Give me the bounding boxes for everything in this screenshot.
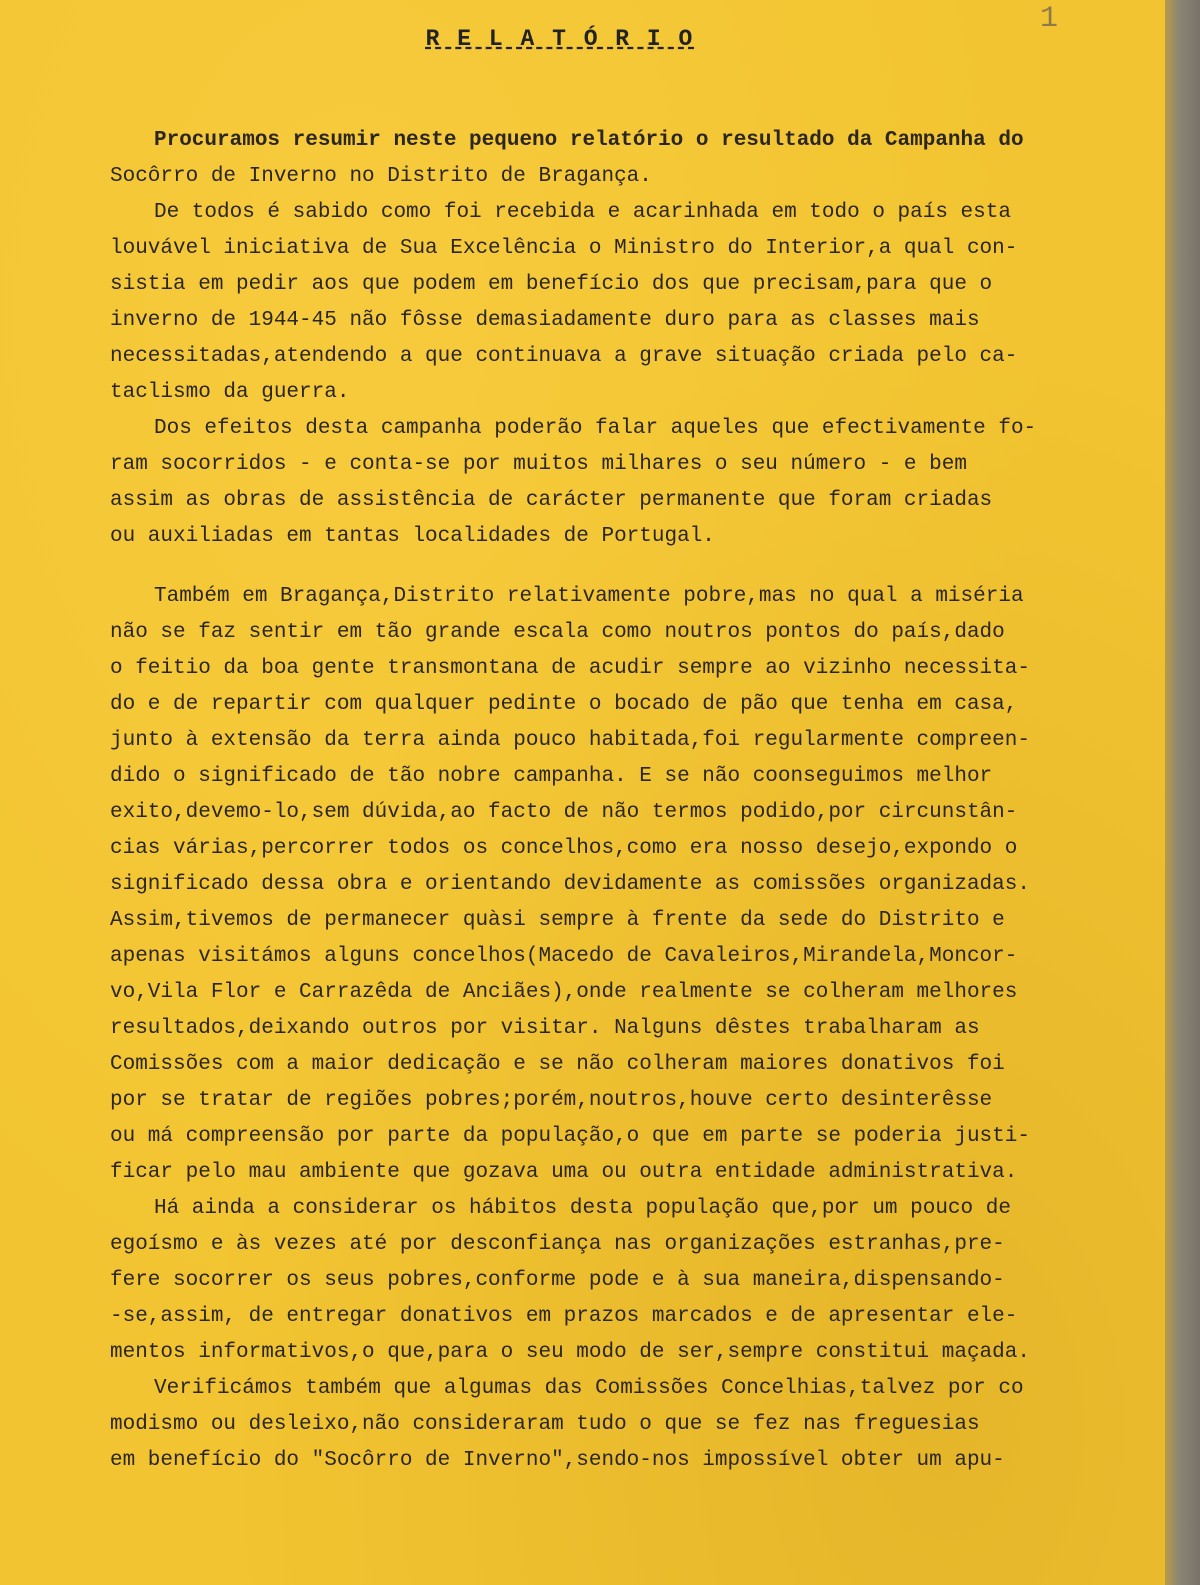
page-edge-shadow (1165, 0, 1200, 1585)
text-line: assim as obras de assistência de carácter permanente que foram criadas (110, 489, 993, 512)
document-title: R E L A T Ó R I O (425, 26, 695, 52)
text-line: De todos é sabido como foi recebida e acarinhada em todo o país esta (154, 201, 1011, 224)
document-body (110, 123, 1180, 1479)
text-line: louvável iniciativa de Sua Excelência o Ministro do Interior,a qual con- (110, 237, 1018, 260)
text-line: junto à extensão da terra ainda pouco habitada,foi regularmente compreen- (110, 729, 1030, 752)
text-line: inverno de 1944-45 não fôsse demasiadamente duro para as classes mais (110, 309, 980, 332)
text-line: vo,Vila Flor e Carrazêda de Anciães),onde realmente se colheram melhores (110, 981, 1018, 1004)
text-line: exito,devemo-lo,sem dúvida,ao facto de não termos podido,por circunstân- (110, 801, 1018, 824)
text-line: Também em Bragança,Distrito relativamente pobre,mas no qual a miséria (154, 585, 1024, 608)
page-number-mark: 1 (1040, 2, 1059, 36)
text-line: modismo ou desleixo,não consideraram tudo o que se fez nas freguesias (110, 1413, 980, 1436)
text-line: ou auxiliadas em tantas localidades de Portugal. (110, 525, 715, 548)
text-line: Assim,tivemos de permanecer quàsi sempre à frente da sede do Distrito e (110, 909, 1005, 932)
text-line: significado dessa obra e orientando devidamente as comissões organizadas. (110, 873, 1030, 896)
text-line: Procuramos resumir neste pequeno relatório o resultado da Campanha do (154, 129, 1024, 152)
text-line: Socôrro de Inverno no Distrito de Bragança. (110, 165, 652, 188)
text-line: taclismo da guerra. (110, 381, 350, 404)
text-line: -se,assim, de entregar donativos em prazos marcados e de apresentar ele- (110, 1305, 1018, 1328)
text-line: fere socorrer os seus pobres,conforme pode e à sua maneira,dispensando- (110, 1269, 1005, 1292)
text-line: ficar pelo mau ambiente que gozava uma ou outra entidade administrativa. (110, 1161, 1018, 1184)
text-line: resultados,deixando outros por visitar. Nalguns dêstes trabalharam as (110, 1017, 980, 1040)
text-line: não se faz sentir em tão grande escala como noutros pontos do país,dado (110, 621, 1005, 644)
text-line: do e de repartir com qualquer pedinte o bocado de pão que tenha em casa, (110, 693, 1018, 716)
text-line: dido o significado de tão nobre campanha. E se não coonseguimos melhor (110, 765, 993, 788)
paragraph-gap (110, 555, 1180, 579)
text-line: por se tratar de regiões pobres;porém,noutros,houve certo desinterêsse (110, 1089, 993, 1112)
text-line: necessitadas,atendendo a que continuava a grave situação criada pelo ca- (110, 345, 1018, 368)
text-line: cias várias,percorrer todos os concelhos,como era nosso desejo,expondo o (110, 837, 1018, 860)
text-line: apenas visitámos alguns concelhos(Macedo de Cavaleiros,Mirandela,Moncor- (110, 945, 1018, 968)
text-line: em benefício do "Socôrro de Inverno",sendo-nos impossível obter um apu- (110, 1449, 1005, 1472)
text-line: Dos efeitos desta campanha poderão falar aqueles que efectivamente fo- (154, 417, 1037, 440)
text-line: egoísmo e às vezes até por desconfiança nas organizações estranhas,pre- (110, 1233, 1005, 1256)
text-line: Comissões com a maior dedicação e se não colheram maiores donativos foi (110, 1053, 1005, 1076)
text-line: o feitio da boa gente transmontana de acudir sempre ao vizinho necessita- (110, 657, 1030, 680)
text-line: mentos informativos,o que,para o seu modo de ser,sempre constitui maçada. (110, 1341, 1030, 1364)
text-line: Há ainda a considerar os hábitos desta população que,por um pouco de (154, 1197, 1011, 1220)
text-line: ram socorridos - e conta-se por muitos milhares o seu número - e bem (110, 453, 967, 476)
text-line: ou má compreensão por parte da população,o que em parte se poderia justi- (110, 1125, 1030, 1148)
text-line: sistia em pedir aos que podem em benefício dos que precisam,para que o (110, 273, 993, 296)
text-line: Verificámos também que algumas das Comissões Concelhias,talvez por co (154, 1377, 1024, 1400)
